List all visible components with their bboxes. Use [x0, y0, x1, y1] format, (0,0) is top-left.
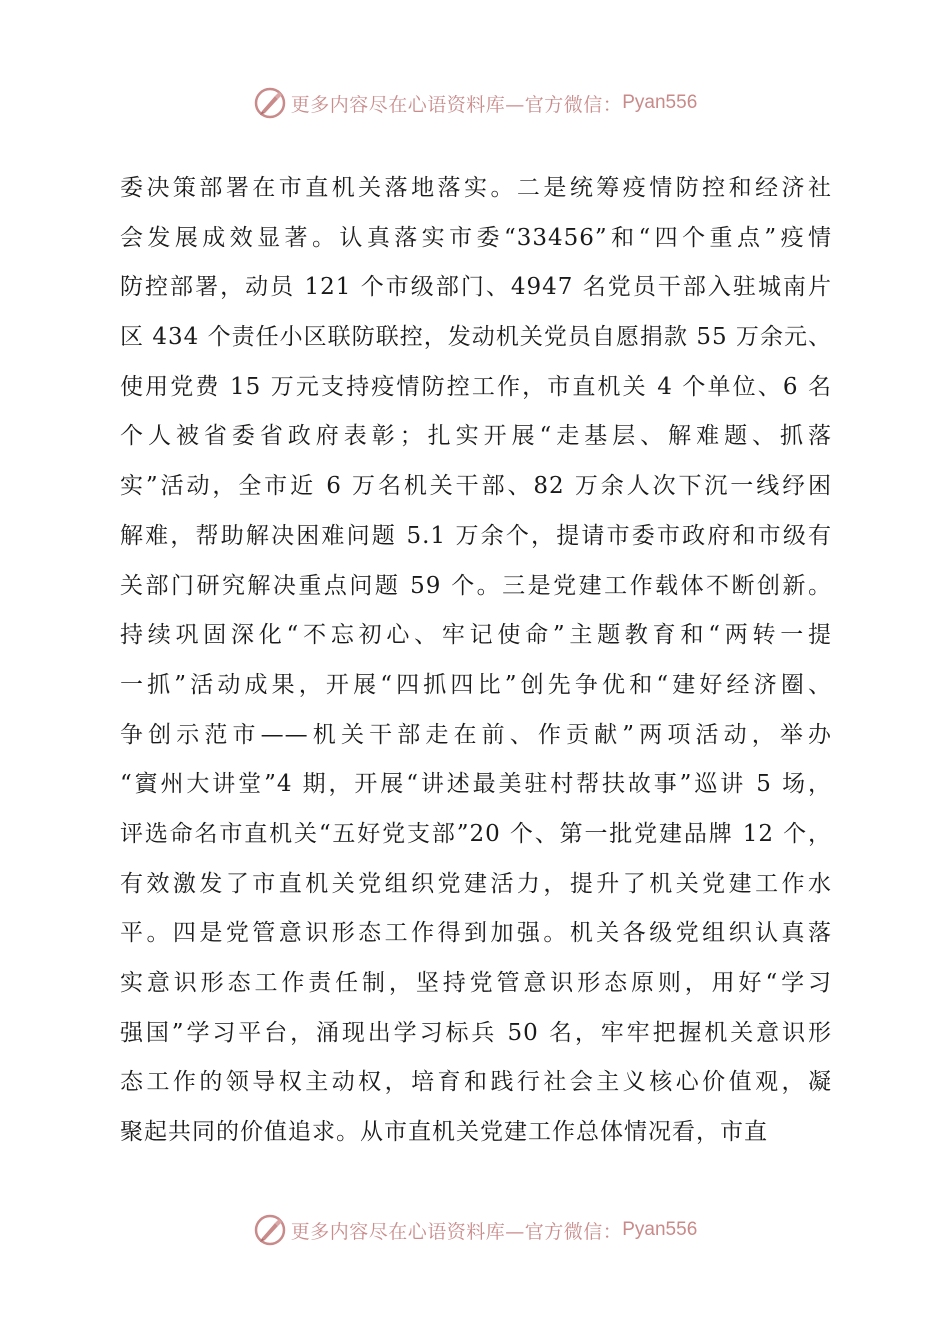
text-line: 一抓”活动成果，开展“四抓四比”创先争优和“建好经济圈、: [120, 671, 832, 698]
text-line: 有效激发了市直机关党组织党建活力，提升了机关党建工作水: [120, 870, 832, 897]
text-line: 委决策部署在市直机关落地落实。二是统筹疫情防控和经济社: [120, 175, 832, 201]
text-line: 关部门研究解决重点问题 59 个。三是党建工作载体不断创新。: [120, 572, 832, 599]
text-line: 使用党费 15 万元支持疫情防控工作，市直机关 4 个单位、6 名: [120, 373, 832, 400]
text-line: 争创示范市——机关干部走在前、作贡献”两项活动，举办: [120, 721, 832, 748]
pen-logo-icon: [253, 86, 287, 120]
text-line: 实”活动，全市近 6 万名机关干部、82 万余人次下沉一线纾困: [120, 473, 832, 500]
watermark-id: Pyan556: [622, 92, 698, 113]
text-line: 区 434 个责任小区联防联控，发动机关党员自愿捐款 55 万余元、: [120, 324, 832, 351]
footer-watermark: [0, 1210, 950, 1250]
text-line: 态工作的领导权主动权，培育和践行社会主义核心价值观，凝: [120, 1069, 832, 1096]
text-line: 评选命名市直机关“五好党支部”20 个、第一批党建品牌 12 个，: [120, 820, 832, 847]
text-line: 聚起共同的价值追求。从市直机关党建工作总体情况看，市直: [120, 1119, 768, 1146]
document-body: [120, 164, 832, 1158]
text-line: 会发展成效显著。认真落实市委“33456”和“四个重点”疫情: [120, 224, 832, 251]
pen-logo-icon: [253, 1213, 287, 1247]
watermark-text: 更多内容尽在心语资料库—官方微信：: [290, 93, 623, 116]
text-line: 持续巩固深化“不忘初心、牢记使命”主题教育和“两转一提: [120, 622, 832, 649]
text-line: 强国”学习平台，涌现出学习标兵 50 名，牢牢把握机关意识形: [120, 1019, 832, 1046]
text-line: 防控部署，动员 121 个市级部门、4947 名党员干部入驻城南片: [120, 274, 832, 301]
watermark-text: 更多内容尽在心语资料库—官方微信：: [290, 1220, 623, 1243]
text-line: 个人被省委省政府表彰；扎实开展“走基层、解难题、抓落: [120, 423, 832, 450]
text-line: 实意识形态工作责任制，坚持党管意识形态原则，用好“学习: [120, 970, 832, 996]
header-watermark: [0, 83, 950, 123]
text-line: 平。四是党管意识形态工作得到加强。机关各级党组织认真落: [120, 920, 832, 947]
watermark-id: Pyan556: [622, 1219, 698, 1240]
text-line: 解难，帮助解决困难问题 5.1 万余个，提请市委市政府和市级有: [120, 522, 832, 549]
text-line: “賨州大讲堂”4 期，开展“讲述最美驻村帮扶故事”巡讲 5 场，: [120, 771, 832, 798]
